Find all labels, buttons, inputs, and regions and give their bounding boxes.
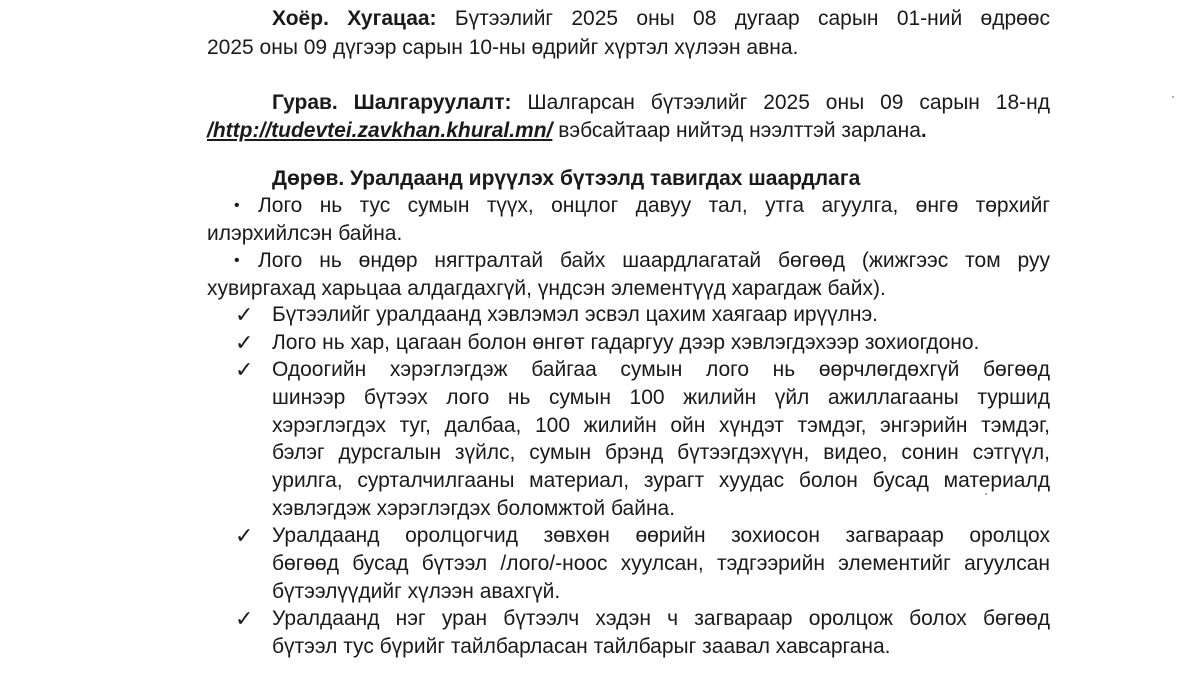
document-page (207, 0, 1050, 677)
check-3-line6: хэвлэгдэж хэрэглэгдэх боломжтой байна. (272, 497, 676, 520)
checkmark-icon: ✓ (235, 523, 254, 548)
section3-line1 (207, 89, 1050, 117)
check-3-line5: урилга, сурталчилгааны материал, зурагт хуудас болон бусад материалд (272, 469, 1050, 492)
check-5-line1: Уралдаанд нэг уран бүтээлч хэдэн ч загвараар оролцож болох бөгөөд (272, 607, 1050, 630)
section3-line1-text: Шалгарсан бүтээлийг 2025 оны 09 сарын 18-нд (527, 91, 1050, 114)
bullet-icon: • (234, 197, 240, 214)
check-1-line1: Бүтээлийг уралдаанд хэвлэмэл эсвэл цахим хаягаар ирүүлнэ. (272, 303, 879, 326)
bullet-icon: • (234, 252, 240, 269)
scan-speck (1172, 96, 1174, 98)
section3-line2-text: вэбсайтаар нийтэд нээлттэй зарлана (558, 119, 921, 142)
check-2-line1: Лого нь хар, цагаан болон өнгөт гадаргуу дээр хэвлэгдэхээр зохиогдоно. (272, 331, 980, 354)
check-3-line4: бэлэг дурсгалын зүйлс, сумын брэнд бүтээгдэхүүн, видео, сонин сэтгүүл, (272, 441, 1050, 464)
checkmark-icon: ✓ (235, 606, 254, 631)
checkmark-icon: ✓ (235, 357, 254, 382)
check-4-line2: бөгөөд бусад бүтээл /лого/-ноос хуулсан, тэдгээрийн элементийг агуулсан (272, 552, 1050, 575)
section2-line1 (207, 5, 1050, 33)
section2-heading: Хоёр. Хугацаа: (272, 7, 437, 30)
bullet-2-line2: хувиргахад харьцаа алдагдахгүй, үндсэн элементүүд харагдаж байх). (207, 277, 886, 300)
check-4-line1: Уралдаанд оролцогчид зөвхөн өөрийн зохиосон загвараар оролцох (272, 524, 1050, 547)
check-3-line2: шинээр бүтээх лого нь сумын 100 жилийн үйл ажиллагааны туршид (272, 386, 1050, 409)
check-4-line3: бүтээлүүдийг хүлээн авахгүй. (272, 580, 561, 603)
checkmark-icon: ✓ (235, 330, 254, 355)
check-3-line3: хэрэглэгдэх туг, далбаа, 100 жилийн ойн хүндэт тэмдэг, энгэрийн тэмдэг, (272, 414, 1050, 437)
website-link[interactable]: /http://tudevtei.zavkhan.khural.mn/ (207, 119, 553, 142)
check-3-line1: Одоогийн хэрэглэгдэж байгаа сумын лого нь өөрчлөгдөхгүй бөгөөд (272, 358, 1050, 381)
bullet-2-line1: Лого нь өндөр нягтралтай байх шаардлагатай бөгөөд (жижгээс том руу (258, 249, 1050, 272)
checkmark-icon: ✓ (235, 302, 254, 327)
bullet-1-line1: Лого нь тус сумын түүх, онцлог давуу тал, утга агуулга, өнгө төрхийг (258, 194, 1050, 217)
section3-line2-end: . (920, 119, 927, 142)
scan-speck (985, 493, 987, 495)
bullet-1-line2: илэрхийлсэн байна. (207, 222, 403, 245)
section2-line1-text: Бүтээлийг 2025 оны 08 дугаар сарын 01-ний өдрөөс (454, 7, 1050, 30)
check-5-line2: бүтээл тус бүрийг тайлбарласан тайлбарыг заавал хавсаргана. (272, 635, 891, 658)
section3-line2 (207, 117, 1050, 145)
section2-line2: 2025 оны 09 дүгээр сарын 10-ны өдрийг хүртэл хүлээн авна. (207, 36, 799, 59)
section4-heading: Дөрөв. Уралдаанд ирүүлэх бүтээлд тавигдах шаардлага (272, 167, 861, 190)
section3-heading: Гурав. Шалгаруулалт: (272, 91, 512, 114)
